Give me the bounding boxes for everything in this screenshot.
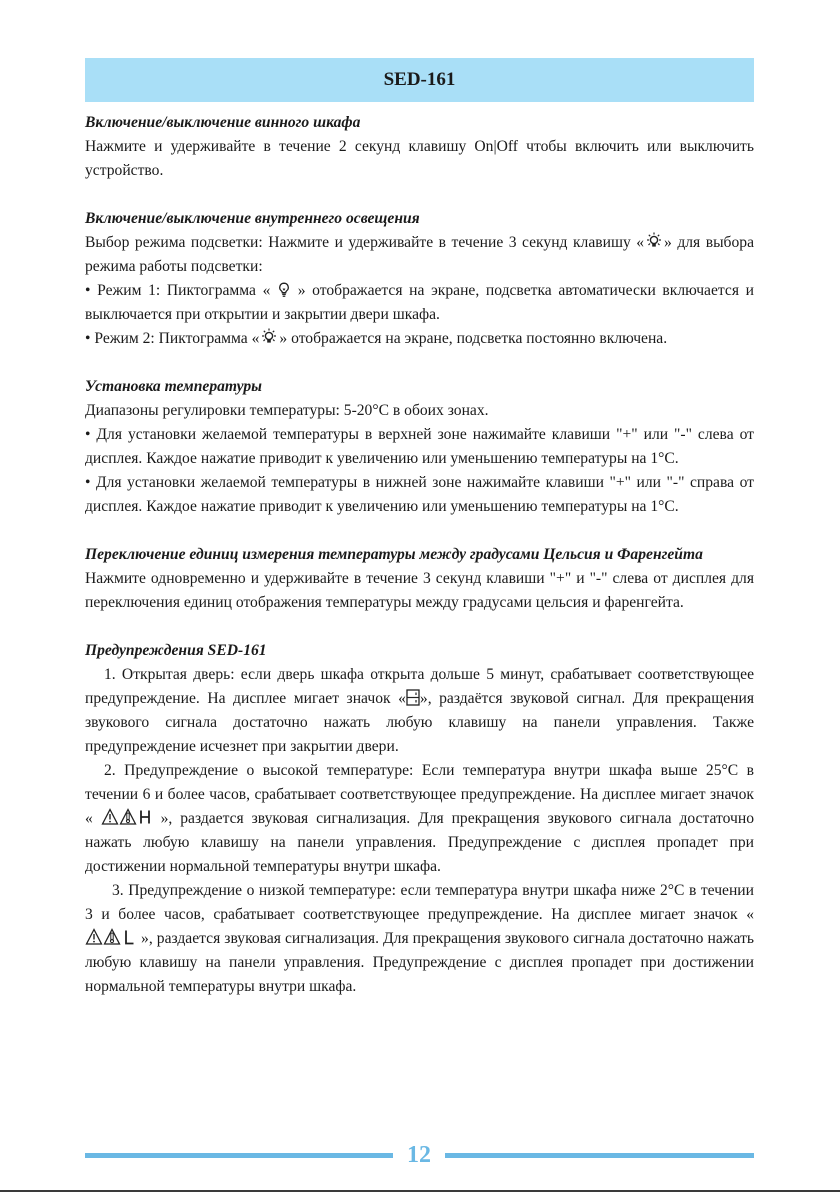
warning-door: 1. Открытая дверь: если дверь шкафа открыта дольше 5 минут, срабатывает соответствующее предупреждение. На дисплее мигает значок « », раздаётся звуковой сигнал. Для прекращения звукового сигнала достаточно нажать любую клавишу на панели управления. Также предупреждение исчезнет при закрытии двери. [85,666,754,755]
section-power-text: Нажмите и удерживайте в течение 2 секунд клавишу On|Off чтобы включить или выключить устройство. [85,138,754,179]
temp-lower-zone: • Для установки желаемой температуры в нижней зоне нажимайте клавиши "+" или "-" справа от дисплея. Каждое нажатие приводит к увеличению или уменьшению температуры на 1°C. [85,474,754,515]
light-mode-1: • Режим 1: Пиктограмма « » отображается на экране, подсветка автоматически включается и выключается при открытии и закрытии двери шкафа. [85,282,754,323]
light-mode-2: • Режим 2: Пиктограмма « » отображается на экране, подсветка постоянно включена. [85,330,668,347]
section-light-title: Включение/выключение внутреннего освещения [85,210,420,227]
page-number: 12 [407,1142,431,1168]
footer-rule-left [85,1153,393,1158]
manual-page [85,58,754,999]
light-mode-icon [644,232,664,250]
section-temp-title: Установка температуры [85,378,262,395]
high-temp-warning-icon [101,808,153,826]
section-units-title: Переключение единиц измерения температуры между градусами Цельсия и Фаренгейта [85,546,703,563]
page-title: SED-161 [383,69,456,90]
door-open-icon [406,689,420,706]
header-band [85,58,754,102]
temp-upper-zone: • Для установки желаемой температуры в верхней зоне нажимайте клавиши "+" или "-" слева от дисплея. Каждое нажатие приводит к увеличению или уменьшению температуры на 1°C. [85,426,754,467]
section-power-title: Включение/выключение винного шкафа [85,114,361,131]
temp-range: Диапазоны регулировки температуры: 5-20°C в обоих зонах. [85,402,489,419]
section-units-text: Нажмите одновременно и удерживайте в течение 3 секунд клавиши "+" и "-" слева от дисплея для переключения единиц отображения температуры между градусами цельсия и фаренгейта. [85,570,754,611]
footer-rule-right [445,1153,754,1158]
section-warnings-title: Предупреждения SED-161 [85,642,267,659]
warning-high-temp: 2. Предупреждение о высокой температуре: Если температура внутри шкафа выше 25°C в течении 6 и более часов, срабатывает соответствующее предупреждение. На дисплее мигает значок « », раздается звуковая сигнализация. Для прекращения звукового сигнала достаточно нажать любую клавишу на панели управления. Предупреждение с дисплея пропадет при достижении нормальной температуры внутри шкафа. [85,762,754,875]
warning-low-temp: 3. Предупреждение о низкой температуре: если температура внутри шкафа ниже 2°C в течении 3 и более часов, срабатывает соответствующее предупреждение. На дисплее мигает значок « », раздается звуковая сигнализация. Для прекращения звукового сигнала достаточно нажать любую клавишу на панели управления. Предупреждение с дисплея пропадет при достижении нормальной температуры внутри шкафа. [85,882,754,995]
bulb-icon [277,282,291,298]
section-light-mode-select: Выбор режима подсветки: Нажмите и удерживайте в течение 3 секунд клавишу « » для выбора режима работы подсветки: [85,234,754,275]
footer [85,1142,754,1170]
light-mode-2-icon [259,328,279,346]
low-temp-warning-icon [85,928,137,946]
content [85,111,754,999]
